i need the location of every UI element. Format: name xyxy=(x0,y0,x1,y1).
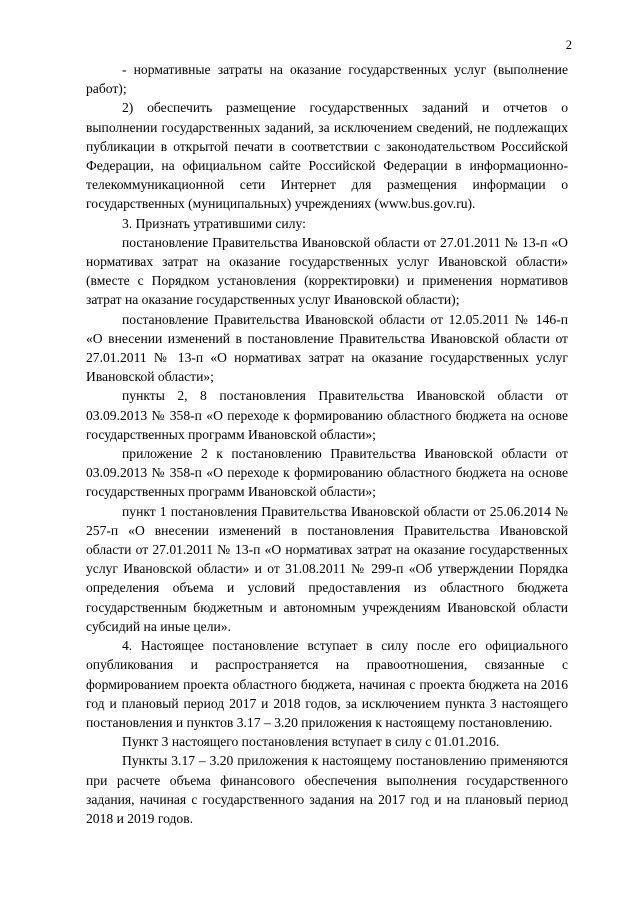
document-body xyxy=(86,60,568,828)
paragraph-item-4-effective: 4. Настоящее постановление вступает в силу после его официального опубликования и распространяется на правоотношения, связанные с формированием проекта областного бюджета, начиная с проекта бюджета на 2016 год и плановый период 2017 и 2018 годов, за исключением пункта 3 настоящего постановления и пунктов 3.17 – 3.20 приложения к настоящему постановлению. xyxy=(86,638,568,730)
paragraph-item-2-publication: 2) обеспечить размещение государственных заданий и отчетов о выполнении государственных заданий, за исключением сведений, не подлежащих публикации в открытой печати в соответствии с законодательством Российской Федерации, на официальном сайте Российской Федерации в информационно-телекоммуникационной сети Интернет для размещения информации о государственных (муниципальных) учреждениях (www.bus.gov.ru). xyxy=(86,100,568,212)
paragraph-repealed-act-4: приложение 2 к постановлению Правительства Ивановской области от 03.09.2013 № 358-п «О переходе к формированию областного бюджета на основе государственных программ Ивановской области»; xyxy=(86,446,568,500)
page-number: 2 xyxy=(565,38,572,52)
paragraph-items-3-17-3-20: Пункты 3.17 – 3.20 приложения к настоящему постановлению применяются при расчете объема финансового обеспечения выполнения государственного задания, начиная с государственного задания на 2017 год и на плановый период 2018 и 2019 годов. xyxy=(86,753,568,826)
paragraph-repealed-act-5: пункт 1 постановления Правительства Ивановской области от 25.06.2014 № 257-п «О внесении изменений в постановления Правительства Ивановской области от 27.01.2011 № 13-п «О нормативах затрат на оказание государственных услуг Ивановской области» и от 31.08.2011 № 299-п «Об утверждении Порядка определения объема и условий предоставления из областного бюджета государственным бюджетным и автономным учреждениям Ивановской области субсидий на иные цели». xyxy=(86,503,568,634)
paragraph-repealed-act-2: постановление Правительства Ивановской области от 12.05.2011 № 146-п «О внесении изменений в постановление Правительства Ивановской области от 27.01.2011 № 13-п «О нормативах затрат на оказание государственных услуг Ивановской области»; xyxy=(86,311,568,385)
paragraph-repealed-act-3: пункты 2, 8 постановления Правительства Ивановской области от 03.09.2013 № 358-п «О переходе к формированию областного бюджета на основе государственных программ Ивановской области»; xyxy=(86,388,568,442)
paragraph-normative-costs: - нормативные затраты на оказание государственных услуг (выполнение работ); xyxy=(86,62,568,97)
paragraph-repealed-act-1: постановление Правительства Ивановской области от 27.01.2011 № 13-п «О нормативах затрат на оказание государственных услуг Ивановской области» (вместе с Порядком установления (корректировки) и применения нормативов затрат на оказание государственных услуг Ивановской области); xyxy=(86,234,568,308)
paragraph-item-3-effective-date: Пункт 3 настоящего постановления вступает в силу с 01.01.2016. xyxy=(122,734,500,750)
paragraph-item-3-heading: 3. Признать утратившими силу: xyxy=(122,215,306,231)
